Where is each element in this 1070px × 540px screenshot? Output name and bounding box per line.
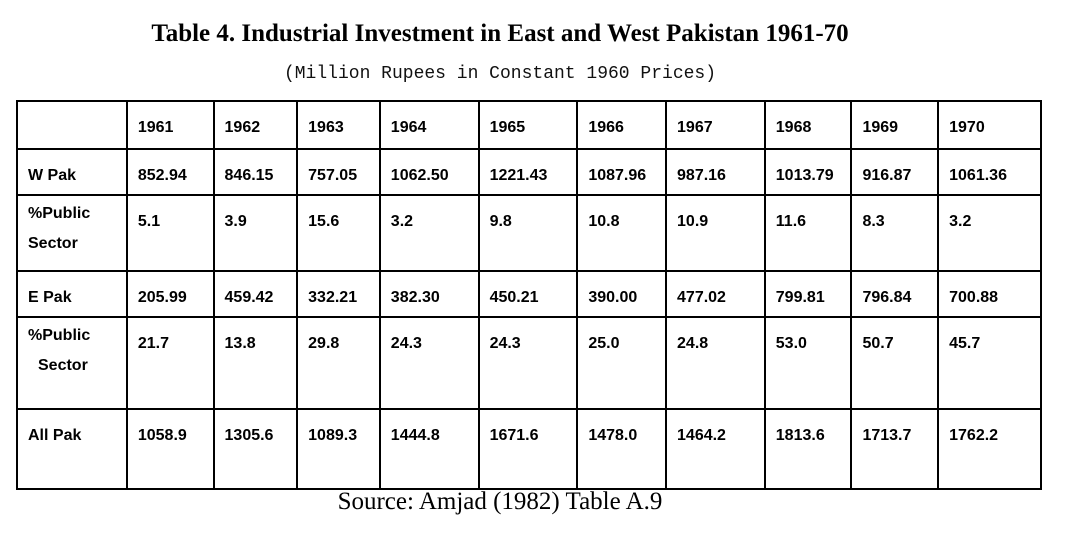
- year-header: 1961: [127, 101, 214, 149]
- row-label-line: Sector: [28, 235, 78, 252]
- table-cell: 846.15: [214, 149, 298, 195]
- table-cell: 11.6: [765, 195, 852, 271]
- table-cell: 1062.50: [380, 149, 479, 195]
- table-cell: 796.84: [851, 271, 938, 317]
- table-cell: 1058.9: [127, 409, 214, 489]
- row-label: W Pak: [17, 149, 127, 195]
- table-cell: 916.87: [851, 149, 938, 195]
- table-cell: 3.2: [380, 195, 479, 271]
- header-row: [17, 101, 1041, 149]
- table-cell: 1089.3: [297, 409, 380, 489]
- table-cell: 382.30: [380, 271, 479, 317]
- table-cell: 15.6: [297, 195, 380, 271]
- table-cell: 1221.43: [479, 149, 578, 195]
- table-cell: 3.9: [214, 195, 298, 271]
- table-cell: 477.02: [666, 271, 765, 317]
- table-cell: 29.8: [297, 317, 380, 409]
- table-cell: 799.81: [765, 271, 852, 317]
- investment-table: [16, 100, 1042, 490]
- table-cell: 459.42: [214, 271, 298, 317]
- table-cell: 24.3: [479, 317, 578, 409]
- table-subtitle: (Million Rupees in Constant 1960 Prices): [283, 64, 717, 84]
- table-cell: 1013.79: [765, 149, 852, 195]
- year-header: 1965: [479, 101, 578, 149]
- table-cell: 8.3: [851, 195, 938, 271]
- year-header: 1963: [297, 101, 380, 149]
- year-header: 1966: [577, 101, 666, 149]
- table-cell: 1061.36: [938, 149, 1041, 195]
- table-row: [17, 149, 1041, 195]
- table-cell: 1762.2: [938, 409, 1041, 489]
- table-cell: 45.7: [938, 317, 1041, 409]
- year-header: 1962: [214, 101, 298, 149]
- row-label: [17, 195, 127, 271]
- table-cell: 757.05: [297, 149, 380, 195]
- year-header: 1970: [938, 101, 1041, 149]
- table-row: [17, 317, 1041, 409]
- row-label: [17, 317, 127, 409]
- table-cell: 332.21: [297, 271, 380, 317]
- table-cell: 205.99: [127, 271, 214, 317]
- table-cell: 3.2: [938, 195, 1041, 271]
- table-row: [17, 409, 1041, 489]
- table-cell: 390.00: [577, 271, 666, 317]
- table-cell: 50.7: [851, 317, 938, 409]
- table-cell: 1444.8: [380, 409, 479, 489]
- table-cell: 1713.7: [851, 409, 938, 489]
- table-cell: 24.3: [380, 317, 479, 409]
- year-header: 1969: [851, 101, 938, 149]
- table-cell: 10.9: [666, 195, 765, 271]
- table-title: Table 4. Industrial Investment in East and West Pakistan 1961-70: [151, 20, 849, 47]
- row-label-line: Sector: [38, 357, 88, 374]
- table-cell: 852.94: [127, 149, 214, 195]
- year-header: 1968: [765, 101, 852, 149]
- table-cell: 1671.6: [479, 409, 578, 489]
- header-corner-cell: [17, 101, 127, 149]
- table-cell: 1087.96: [577, 149, 666, 195]
- table-cell: 987.16: [666, 149, 765, 195]
- year-header: 1964: [380, 101, 479, 149]
- table-cell: 21.7: [127, 317, 214, 409]
- row-label-line: %Public: [28, 327, 91, 344]
- table-cell: 1478.0: [577, 409, 666, 489]
- table-cell: 10.8: [577, 195, 666, 271]
- table-cell: 1813.6: [765, 409, 852, 489]
- row-label: All Pak: [17, 409, 127, 489]
- table-cell: 25.0: [577, 317, 666, 409]
- row-label: E Pak: [17, 271, 127, 317]
- table-cell: 1305.6: [214, 409, 298, 489]
- table-cell: 5.1: [127, 195, 214, 271]
- table-cell: 9.8: [479, 195, 578, 271]
- table-cell: 700.88: [938, 271, 1041, 317]
- table-cell: 1464.2: [666, 409, 765, 489]
- table-cell: 450.21: [479, 271, 578, 317]
- row-label-line: %Public: [28, 205, 91, 222]
- year-header: 1967: [666, 101, 765, 149]
- table-cell: 24.8: [666, 317, 765, 409]
- table-row: [17, 195, 1041, 271]
- table-cell: 53.0: [765, 317, 852, 409]
- source-note: Source: Amjad (1982) Table A.9: [337, 488, 663, 515]
- table-row: [17, 271, 1041, 317]
- table-cell: 13.8: [214, 317, 298, 409]
